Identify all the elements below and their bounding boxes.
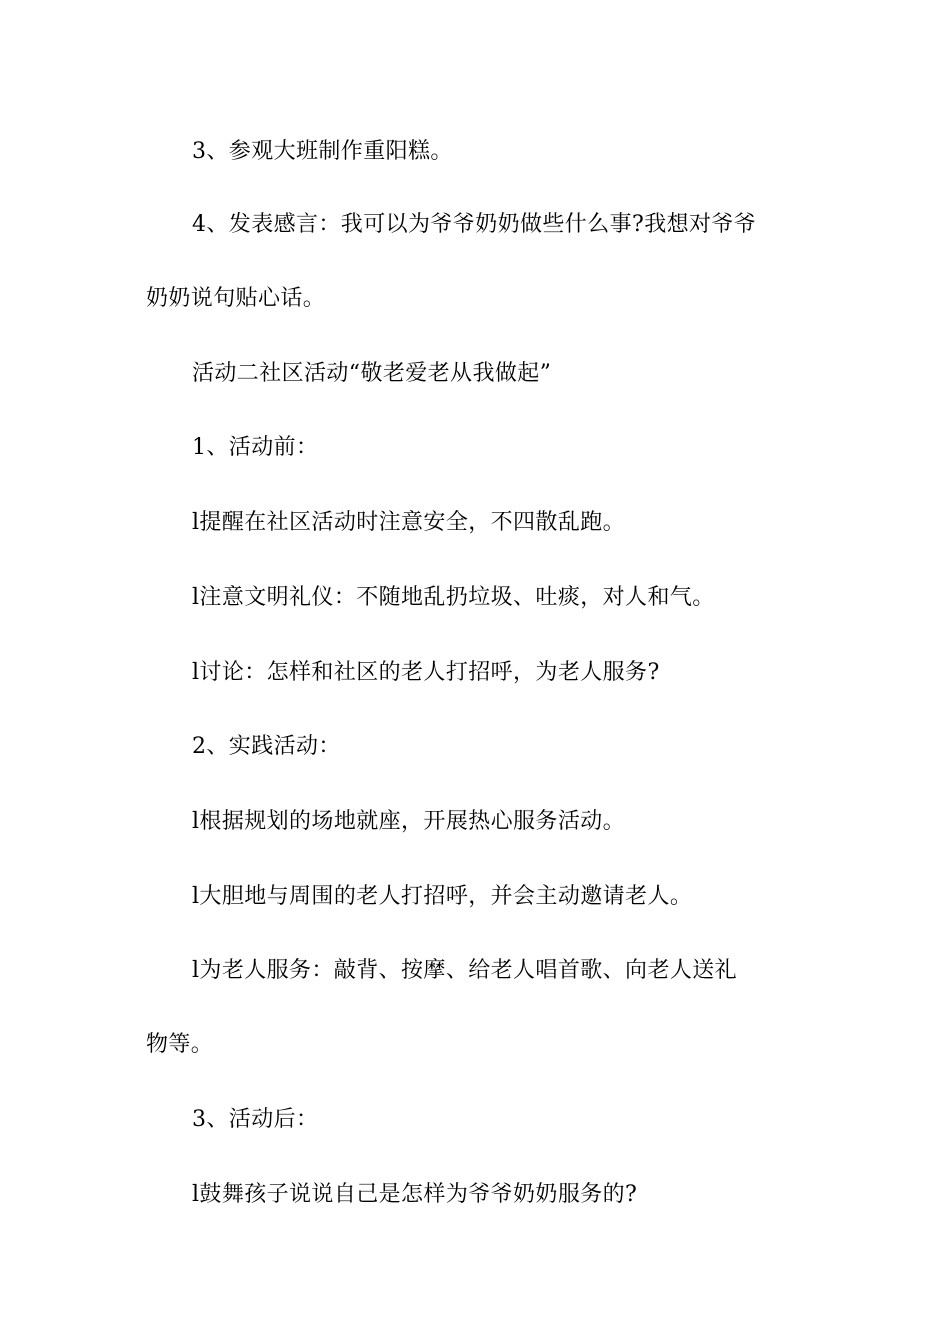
list-item: l根据规划的场地就座，开展热心服务活动。 bbox=[192, 809, 626, 834]
paragraph-line: 3、活动后： bbox=[192, 1107, 319, 1132]
paragraph-line-continuation: 物等。 bbox=[146, 1032, 214, 1057]
list-item: l鼓舞孩子说说自己是怎样为爷爷奶奶服务的? bbox=[192, 1182, 638, 1207]
list-item: l大胆地与周围的老人打招呼，并会主动邀请老人。 bbox=[192, 884, 693, 909]
list-item: l提醒在社区活动时注意安全，不四散乱跑。 bbox=[192, 510, 626, 535]
paragraph-line: 4、发表感言：我可以为爷爷奶奶做些什么事?我想对爷爷 bbox=[192, 212, 757, 237]
list-item: l为老人服务：敲背、按摩、给老人唱首歌、向老人送礼 bbox=[192, 958, 738, 983]
list-item: l注意文明礼仪：不随地乱扔垃圾、吐痰，对人和气。 bbox=[192, 585, 715, 610]
list-item: l讨论：怎样和社区的老人打招呼，为老人服务? bbox=[192, 660, 660, 685]
paragraph-line: 2、实践活动： bbox=[192, 734, 341, 759]
paragraph-line: 1、活动前： bbox=[192, 435, 319, 460]
paragraph-line: 3、参观大班制作重阳糕。 bbox=[192, 139, 453, 164]
paragraph-line-continuation: 奶奶说句贴心话。 bbox=[146, 286, 326, 311]
section-heading: 活动二社区活动“敬老爱老从我做起” bbox=[192, 361, 552, 386]
